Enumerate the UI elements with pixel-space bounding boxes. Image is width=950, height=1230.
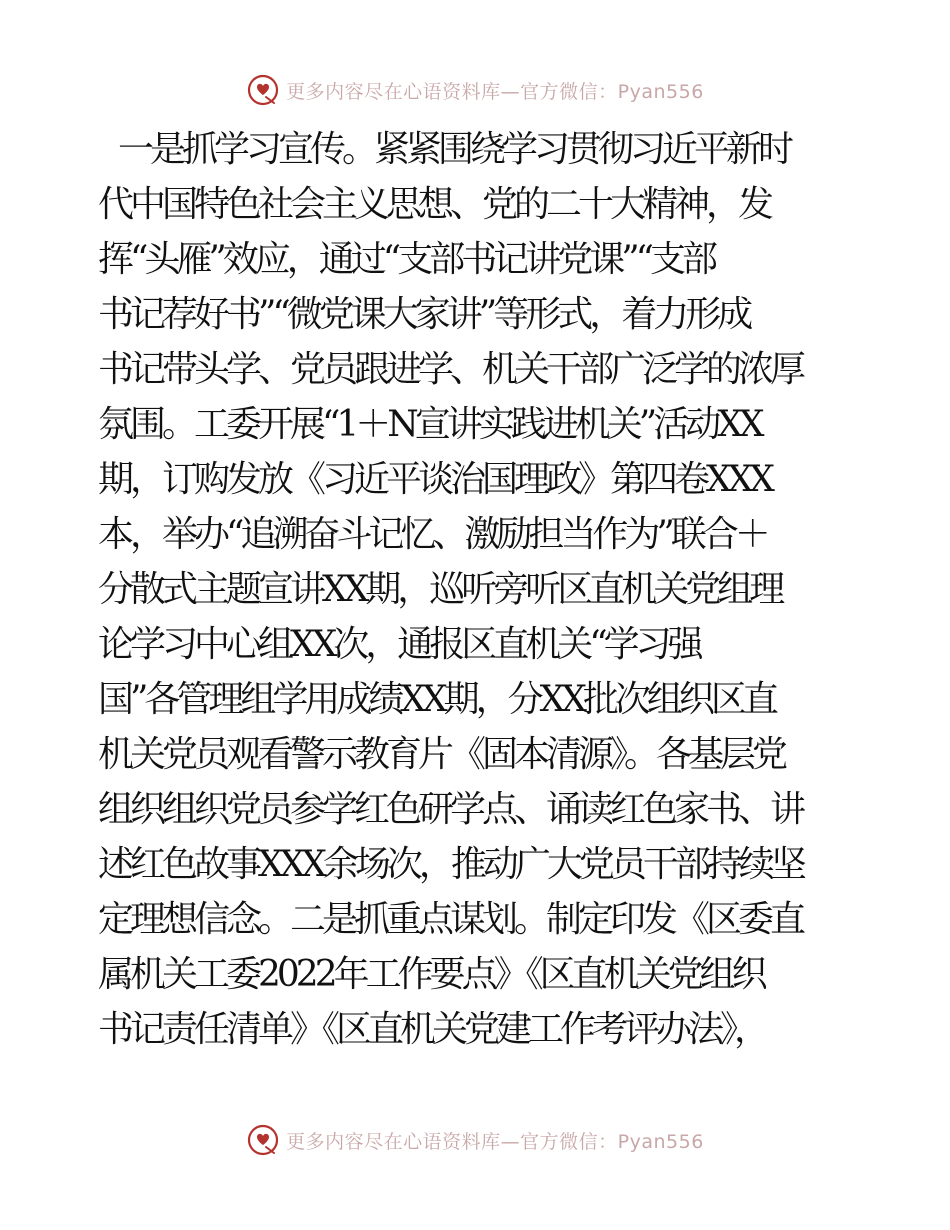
text-line: 机关党员观看警示教育片《固本清源》。各基层党: [98, 734, 785, 775]
text-line: 书记荐好书”“微党课大家讲”等形式，着力形成: [98, 294, 750, 335]
heart-logo-icon: [246, 1123, 280, 1157]
text-line: 定理想信念。二是抓重点谋划。制定印发《区委直: [98, 899, 803, 940]
text-line: 书记责任清单》《区直机关党建工作考评办法》，: [98, 1009, 767, 1050]
text-line: 属机关工委2022年工作要点》《区直机关党组织: [98, 954, 764, 995]
text-line: 代中国特色社会主义思想、党的二十大精神，发: [98, 184, 771, 225]
text-line: 本，举办“追溯奋斗记忆、激励担当作为”联合＋: [98, 514, 767, 555]
watermark-footer: [0, 1120, 950, 1160]
watermark-text: 更多内容尽在心语资料库—官方微信：Pyan556: [286, 80, 704, 103]
document-body: [98, 122, 858, 1057]
text-line: 组织组织党员参学红色研学点、诵读红色家书、讲: [98, 789, 803, 830]
watermark-text: 更多内容尽在心语资料库—官方微信：Pyan556: [286, 1130, 704, 1153]
text-line: 一是抓学习宣传。紧紧围绕学习贯彻习近平新时: [118, 129, 791, 170]
text-line: 书记带头学、党员跟进学、机关干部广泛学的浓厚: [98, 349, 803, 390]
text-line: 国”各管理组学用成绩XX期，分XX批次组织区直: [98, 679, 775, 720]
text-line: 分散式主题宣讲XX期，巡听旁听区直机关党组理: [98, 569, 782, 610]
text-line: 氛围。工委开展“1＋N宣讲实践进机关”活动XX: [98, 404, 761, 445]
heart-logo-icon: [246, 73, 280, 107]
text-line: 论学习中心组XX次，通报区直机关“学习强: [98, 624, 700, 665]
text-line: 挥“头雁”效应，通过“支部书记讲党课”“支部: [98, 239, 715, 280]
text-line: 述红色故事XXX余场次，推动广大党员干部持续坚: [98, 844, 803, 885]
text-line: 期，订购发放《习近平谈治国理政》第四卷XXX: [98, 459, 771, 500]
watermark-header: [0, 70, 950, 110]
